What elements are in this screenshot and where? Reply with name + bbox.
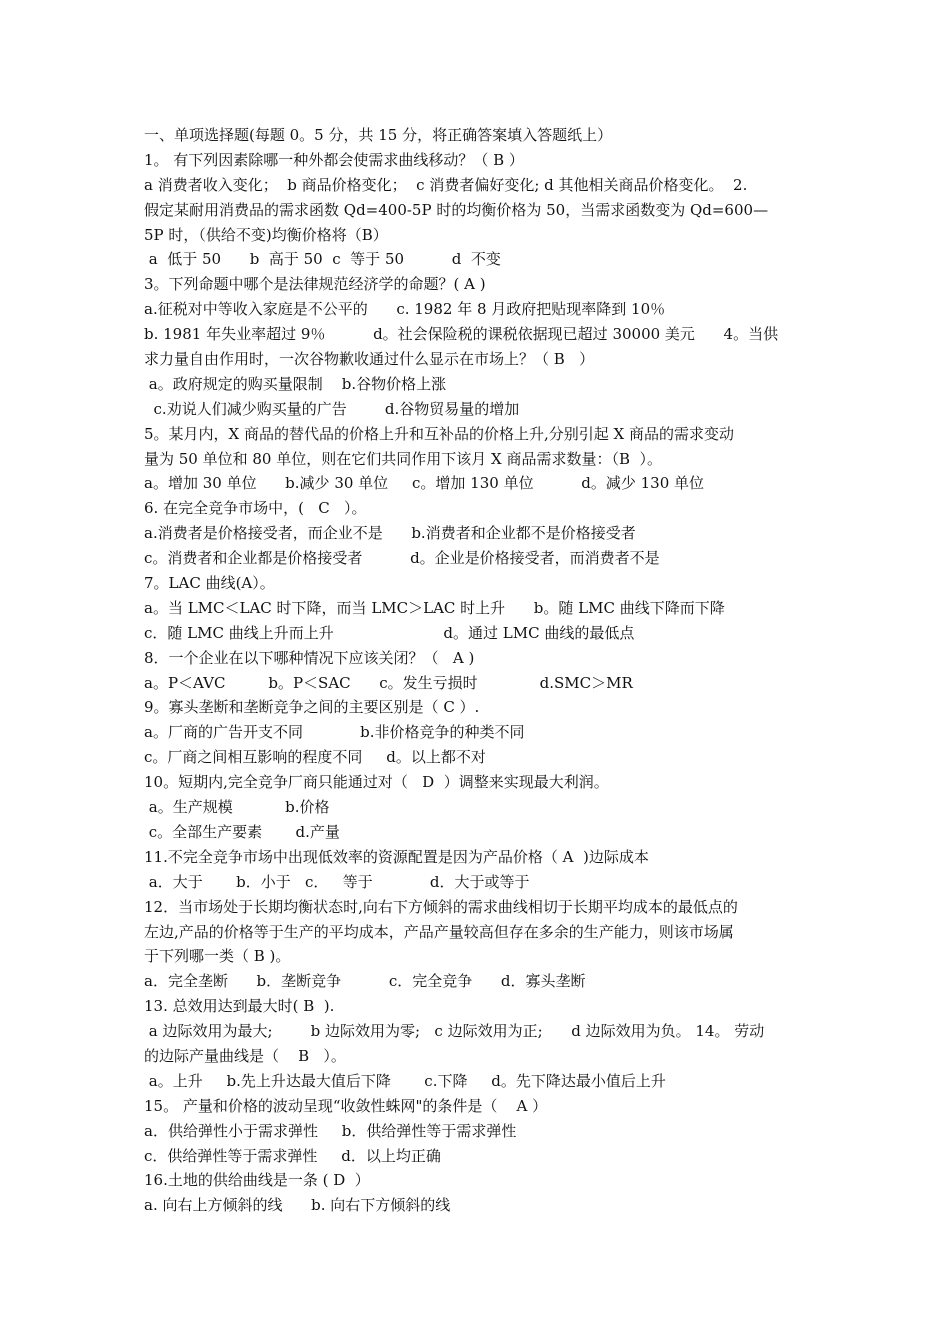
document-body (144, 123, 808, 1218)
question-14-options: a。上升 b.先上升达最大值后下降 c.下降 d。先下降达最小值后上升 (144, 1071, 666, 1090)
question-7-options-a-b: a。当 LMC＜LAC 时下降，而当 LMC＞LAC 时上升 b。随 LMC 曲线下降而下降 (144, 598, 725, 617)
question-3-options-a-c: a.征税对中等收入家庭是不公平的 c. 1982 年 8 月政府把贴现率降到 10％ (144, 300, 666, 319)
question-9-options-c-d: c。厂商之间相互影响的程度不同 d。以上都不对 (144, 748, 486, 767)
question-15-options-a-b: a．供给弹性小于需求弹性 b．供给弹性等于需求弹性 (144, 1121, 517, 1140)
question-3: 3。下列命题中哪个是法律规范经济学的命题？( A ) (144, 275, 486, 294)
section-heading: 一、单项选择题(每题 0。5 分，共 15 分，将正确答案填入答题纸上） (144, 126, 613, 144)
question-9-options-a-b: a。厂商的广告开支不同 b.非价格竞争的种类不同 (144, 723, 525, 742)
question-7: 7。LAC 曲线(A）。 (144, 574, 275, 593)
question-9: 9。寡头垄断和垄断竞争之间的主要区别是（ C ）. (144, 698, 480, 717)
question-2-options: a 低于 50 b 高于 50 c 等于 50 d 不变 (144, 250, 501, 269)
question-5-text-cont: 量为 50 单位和 80 单位，则在它们共同作用下该月 X 商品需求数量：（B ）。 (144, 449, 663, 468)
question-12-options: a．完全垄断 b．垄断竞争 c．完全竞争 d．寡头垄断 (144, 972, 586, 991)
question-7-options-c-d: c．随 LMC 曲线上升而上升 d。通过 LMC 曲线的最低点 (144, 623, 635, 642)
question-15: 15。 产量和价格的波动呈现“收敛性蛛网"的条件是（ A ） (144, 1096, 548, 1115)
question-13: 13. 总效用达到最大时( B ). (144, 997, 335, 1016)
question-8-options: a。P＜AVC b。P＜SAC c。发生亏损时 d.SMC＞MR (144, 673, 633, 692)
question-10-options-a-b: a。生产规模 b.价格 (144, 798, 330, 817)
question-10: 10。短期内,完全竞争厂商只能通过对（ D ）调整来实现最大利润。 (144, 773, 609, 792)
question-11: 11.不完全竞争市场中出现低效率的资源配置是因为产品价格（ A )边际成本 (144, 847, 649, 866)
question-6: 6. 在完全竞争市场中，( C ）。 (144, 499, 367, 518)
question-12-text: 12．当市场处于长期均衡状态时,向右下方倾斜的需求曲线相切于长期平均成本的最低点的 (144, 897, 738, 916)
question-12-text-end: 于下列哪一类（ B )。 (144, 947, 291, 966)
question-13-options: a 边际效用为最大; b 边际效用为零; c 边际效用为正; d 边际效用为负。 14。 劳动 (144, 1022, 765, 1041)
question-16: 16.土地的供给曲线是一条 ( D ） (144, 1171, 370, 1190)
question-11-options: a．大于 b．小于 c． 等于 d．大于或等于 (144, 872, 530, 891)
question-3-options-b-d: b. 1981 年失业率超过 9％ d。社会保险税的课税依据现已超过 30000 美元 4。当供 (144, 325, 779, 344)
question-1-options: a 消费者收入变化； b 商品价格变化； c 消费者偏好变化; d 其他相关商品价格变化。 2. (144, 175, 748, 194)
question-5-options: a。增加 30 单位 b.减少 30 单位 c。增加 130 单位 d。减少 130 单位 (144, 474, 705, 493)
question-6-options-a-b: a.消费者是价格接受者，而企业不是 b.消费者和企业都不是价格接受者 (144, 524, 636, 543)
question-2-text-cont: 5P 时，（供给不变)均衡价格将（B） (144, 225, 388, 244)
question-2-text: 假定某耐用消费品的需求函数 Qd=400-5P 时的均衡价格为 50，当需求函数变为 Qd=600— (144, 200, 769, 219)
question-14-text: 的边际产量曲线是（ B ）。 (144, 1046, 346, 1065)
question-10-options-c-d: c。全部生产要素 d.产量 (144, 822, 340, 841)
question-5-text: 5。某月内，X 商品的替代品的价格上升和互补品的价格上升,分别引起 X 商品的需求变动 (144, 424, 734, 443)
question-4-options-c-d: c.劝说人们减少购买量的广告 d.谷物贸易量的增加 (144, 399, 520, 418)
question-4-options-a-b: a。政府规定的购买量限制 b.谷物价格上涨 (144, 374, 447, 393)
question-15-options-c-d: c．供给弹性等于需求弹性 d．以上均正确 (144, 1146, 441, 1165)
question-4-text: 求力量自由作用时，一次谷物歉收通过什么显示在市场上？（ B ） (144, 350, 595, 369)
question-8: 8．一个企业在以下哪种情况下应该关闭？（ A ) (144, 648, 475, 667)
question-16-options: a. 向右上方倾斜的线 b. 向右下方倾斜的线 (144, 1196, 451, 1215)
question-6-options-c-d: c。消费者和企业都是价格接受者 d。企业是价格接受者，而消费者不是 (144, 549, 660, 568)
question-12-text-cont: 左边,产品的价格等于生产的平均成本，产品产量较高但存在多余的生产能力，则该市场属 (144, 922, 734, 941)
question-1: 1。 有下列因素除哪一种外都会使需求曲线移动？（ B ） (144, 150, 524, 169)
